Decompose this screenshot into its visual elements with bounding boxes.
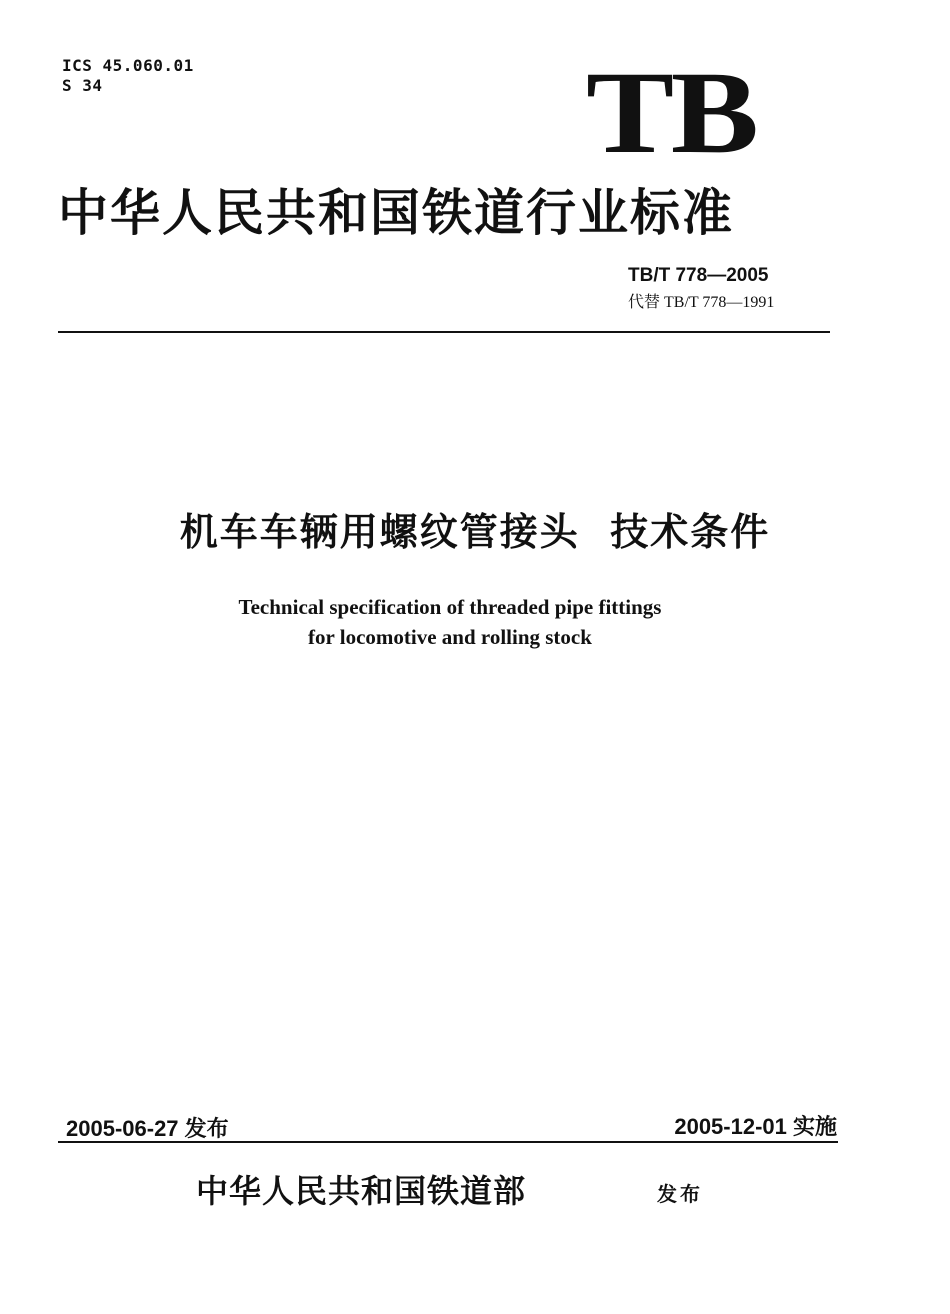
classification-code: S 34 xyxy=(62,76,103,95)
standard-code: TB/T 778—2005 xyxy=(628,265,769,286)
top-divider xyxy=(58,331,830,333)
issue-date: 2005-06-27 发布 xyxy=(66,1116,229,1141)
standard-body-heading: 中华人民共和国铁道行业标准 xyxy=(58,183,734,242)
issuing-authority-suffix: 发布 xyxy=(657,1182,703,1206)
implementation-date: 2005-12-01 实施 xyxy=(674,1114,837,1139)
classification-codes xyxy=(62,56,194,96)
document-title-english xyxy=(0,592,900,652)
issuing-authority: 中华人民共和国铁道部 xyxy=(196,1172,527,1210)
replaced-standard: 代替 TB/T 778—1991 xyxy=(628,294,775,311)
ics-code: ICS 45.060.01 xyxy=(62,56,194,75)
bottom-divider xyxy=(58,1141,838,1143)
tb-logo: TB xyxy=(586,47,756,178)
english-title-line-1: Technical specification of threaded pipe fittings xyxy=(238,595,662,619)
english-title-line-2: for locomotive and rolling stock xyxy=(308,625,592,649)
document-title-chinese: 机车车辆用螺纹管接头 技术条件 xyxy=(179,510,771,554)
